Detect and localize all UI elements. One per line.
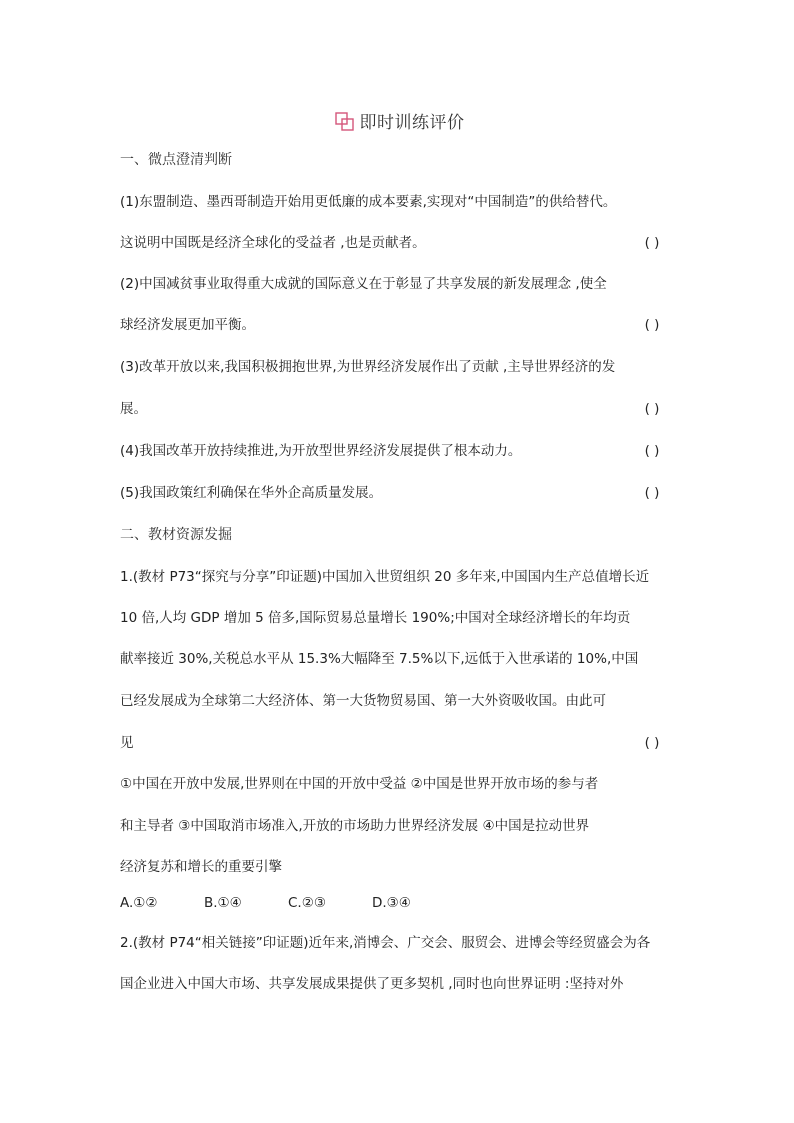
option-c[interactable]: C.②③ xyxy=(288,895,326,911)
answer-bracket[interactable]: ( ) xyxy=(644,317,660,333)
title-text: 即时训练评价 xyxy=(359,113,465,133)
title-square-icon xyxy=(334,110,356,132)
q3-line1: (3)改革开放以来,我国积极拥抱世界,为世界经济发展作出了贡献 ,主导世界经济的发 xyxy=(120,359,616,375)
q1-line1: (1)东盟制造、墨西哥制造开始用更低廉的成本要素,实现对“中国制造”的供给替代。 xyxy=(120,194,617,210)
answer-bracket[interactable]: ( ) xyxy=(644,735,660,751)
section-title xyxy=(0,108,794,133)
answer-bracket[interactable]: ( ) xyxy=(644,401,660,417)
mc1-line4: 已经发展成为全球第二大经济体、第一大货物贸易国、第一大外资吸收国。由此可 xyxy=(120,693,606,709)
mc1-line5: 见 xyxy=(120,735,134,751)
q3-line2: 展。 xyxy=(120,401,147,417)
answer-bracket[interactable]: ( ) xyxy=(644,443,660,459)
option-b[interactable]: B.①④ xyxy=(204,895,242,911)
section2-heading: 二、教材资源发掘 xyxy=(120,527,232,543)
q1-line2: 这说明中国既是经济全球化的受益者 ,也是贡献者。 xyxy=(120,235,426,251)
mc1-line1: 1.(教材 P73“探究与分享”印证题)中国加入世贸组织 20 多年来,中国国内生产总值增长近 xyxy=(120,569,650,585)
option-a[interactable]: A.①② xyxy=(120,895,158,911)
mc2-line2: 国企业进入中国大市场、共享发展成果提供了更多契机 ,同时也向世界证明 :坚持对外 xyxy=(120,976,624,992)
mc1-line2: 10 倍,人均 GDP 增加 5 倍多,国际贸易总量增长 190%;中国对全球经济增长的年均贡 xyxy=(120,610,631,626)
mc1-statement-line2: 和主导者 ③中国取消市场准入,开放的市场助力世界经济发展 ④中国是拉动世界 xyxy=(120,818,590,834)
mc1-statement-line3: 经济复苏和增长的重要引擎 xyxy=(120,859,282,875)
q2-line2: 球经济发展更加平衡。 xyxy=(120,317,255,333)
mc1-line3: 献率接近 30%,关税总水平从 15.3%大幅降至 7.5%以下,远低于入世承诺的 10%,中国 xyxy=(120,651,639,667)
answer-bracket[interactable]: ( ) xyxy=(644,235,660,251)
section1-heading: 一、微点澄清判断 xyxy=(120,152,232,168)
q5-line1: (5)我国政策红利确保在华外企高质量发展。 xyxy=(120,485,383,501)
q4-line1: (4)我国改革开放持续推进,为开放型世界经济发展提供了根本动力。 xyxy=(120,443,522,459)
mc1-statement-line1: ①中国在开放中发展,世界则在中国的开放中受益 ②中国是世界开放市场的参与者 xyxy=(120,776,599,792)
mc2-line1: 2.(教材 P74“相关链接”印证题)近年来,消博会、广交会、服贸会、进博会等经贸盛会为各 xyxy=(120,935,651,951)
answer-bracket[interactable]: ( ) xyxy=(644,485,660,501)
mc1-options xyxy=(120,893,676,913)
q2-line1: (2)中国减贫事业取得重大成就的国际意义在于彰显了共享发展的新发展理念 ,使全 xyxy=(120,276,607,292)
option-d[interactable]: D.③④ xyxy=(372,895,411,911)
